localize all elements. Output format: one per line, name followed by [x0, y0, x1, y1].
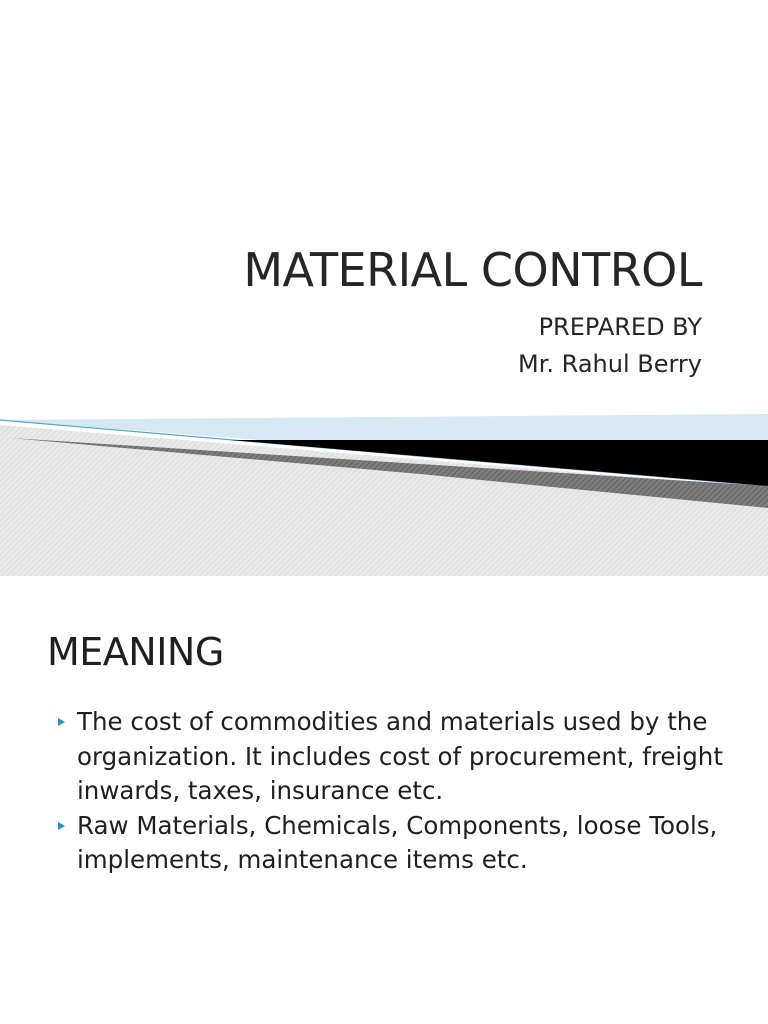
- subtitle-prepared-by: PREPARED BY: [538, 313, 702, 341]
- section-heading: MEANING: [47, 630, 224, 674]
- bullet-text: Raw Materials, Chemicals, Components, loose Tools, implements, maintenance items etc.: [77, 810, 718, 874]
- list-item: [48, 705, 738, 809]
- triangle-bullet-icon: [58, 718, 65, 726]
- subtitle-author: Mr. Rahul Berry: [518, 350, 702, 378]
- bullet-list: [48, 705, 738, 878]
- slide-title: MATERIAL CONTROL: [243, 243, 702, 297]
- triangle-bullet-icon: [58, 822, 65, 830]
- list-item: [48, 809, 738, 878]
- bullet-text: The cost of commodities and materials used by the organization. It includes cost of procurement, freight inwards, taxes, insurance etc.: [77, 707, 723, 805]
